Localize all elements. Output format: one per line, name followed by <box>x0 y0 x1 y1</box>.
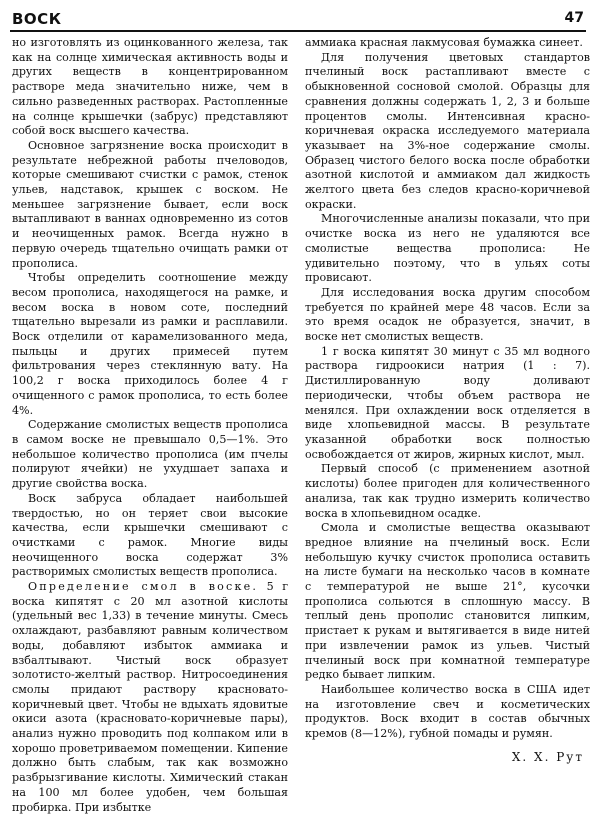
paragraph: Чтобы определить соотношение между весом прополиса, находящегося на рамке, и весом воска в новом соте, последний тщательно вырезали из рамки и расплавили. Воск отделили от карамелизованного меда, пыльцы и других примесей путем фильтрования через стеклянную вату. На 100,2 г воска приходилось более 4 г очищенного с рамок прополиса, то есть более 4%. <box>12 271 288 417</box>
page-number: 47 <box>564 10 584 26</box>
author-signature: Х. Х. Рут <box>511 749 584 764</box>
right-column <box>305 36 590 764</box>
subsection-heading: Определение смол в воске. <box>28 580 259 594</box>
paragraph: аммиака красная лакмусовая бумажка синеет. <box>305 36 583 49</box>
paragraph: Смола и смолистые вещества оказывают вредное влияние на пчелиный воск. Если небольшую кучку счисток прополиса оставить на листе бумаги на несколько часов в комнате с температурой не выше 21°, кусочки прополиса сольются в сплошную массу. В теплый день прополис становится липким, пристает к рукам и вытягивается в виде нитей при извлечении рамок из ульев. Чистый пчелиный воск при комнатной температуре редко бывает липким. <box>305 521 590 682</box>
paragraph: Наибольшее количество воска в США идет на изготовление свеч и косметических продуктов. Воск входит в состав обычных кремов (8—12%), губной помады и румян. <box>305 682 590 741</box>
paragraph: но изготовлять из оцинкованного железа, так как на солнце химическая активность воды и других веществ в концентрированном растворе меда значительно ниже, чем в сильно разведенных растворах. Растопленные на солнце крышечки (забрус) представляют собой воск высшего качества. <box>12 36 288 138</box>
paragraph: Для получения цветовых стандартов пчелиный воск растапливают вместе с обыкновенной сосновой смолой. Образцы для сравнения должны содержать 1, 2, 3 и больше процентов смолы. Интенсивная красно-коричневая окраска исследуемого материала указывает на 3%-ное содержание смолы. Образец чистого белого воска после обработки азотной кислотой и аммиаком дал жидкость желтого цвета без следов красно-коричневой окраски. <box>305 50 590 211</box>
paragraph-text: 5 г воска кипятят с 20 мл азотной кислоты (удельный вес 1,33) в течение минуты. Смесь охлаждают, разбавляют равным количеством воды, добавляют избыток аммиака и взбалтывают. Чистый воск образует золотисто-желтый раствор. Нитросоединения смолы придают раствору красновато-коричневый цвет. Чтобы не вдыхать ядовитые окиси азота (красновато-коричневые пары), анализ нужно проводить под колпаком или в хорошо проветриваемом помещении. Кипение должно быть слабым, так как возможно разбрызгивание кислоты. Химический стакан на 100 мл более удобен, чем большая пробирка. При избытке <box>12 580 289 814</box>
section-title: ВОСК <box>12 10 62 28</box>
paragraph: Основное загрязнение воска происходит в результате небрежной работы пчеловодов, которые смешивают счистки с рамок, стенок ульев, надставок, крышек с воском. Не меньшее загрязнение бывает, если воск вытапливают в ваннах одновременно из сотов и неочищенных рамок. Всегда нужно в первую очередь тщательно очищать рамки от прополиса. <box>12 138 288 270</box>
paragraph: Для исследования воска другим способом требуется по крайней мере 48 часов. Если за это время осадок не образуется, значит, в воске нет смолистых веществ. <box>305 285 590 344</box>
paragraph: Содержание смолистых веществ прополиса в самом воске не превышало 0,5—1%. Это небольшое количество прополиса (им пчелы полируют ячейки) не ухудшает запаха и другие свойства воска. <box>12 418 288 491</box>
paragraph: 1 г воска кипятят 30 минут с 35 мл водного раствора гидроокиси натрия (1 : 7). Дистиллированную воду доливают периодически, чтобы объем раствора не менялся. При охлаждении воск отделяется в виде хлопьевидной массы. В результате указанной обработки воск полностью освобождается от жиров, жирных кислот, мыл. <box>305 344 590 461</box>
paragraph <box>12 580 288 815</box>
paragraph: Многочисленные анализы показали, что при очистке воска из него не удаляются все смолистые вещества прополиса: Не удивительно поэтому, что в ульях соты провисают. <box>305 212 590 285</box>
paragraph: Первый способ (с применением азотной кислоты) более пригоден для количественного анализа, так как трудно измерить количество воска в хлопьевидном осадке. <box>305 462 590 520</box>
paragraph: Воск забруса обладает наибольшей твердостью, но он теряет свои высокие качества, если крышечки смешивают с очистками с рамок. Многие виды неочищенного воска содержат 3% растворимых смолистых веществ прополиса. <box>12 491 288 579</box>
running-header <box>10 8 586 32</box>
left-column <box>12 36 288 815</box>
